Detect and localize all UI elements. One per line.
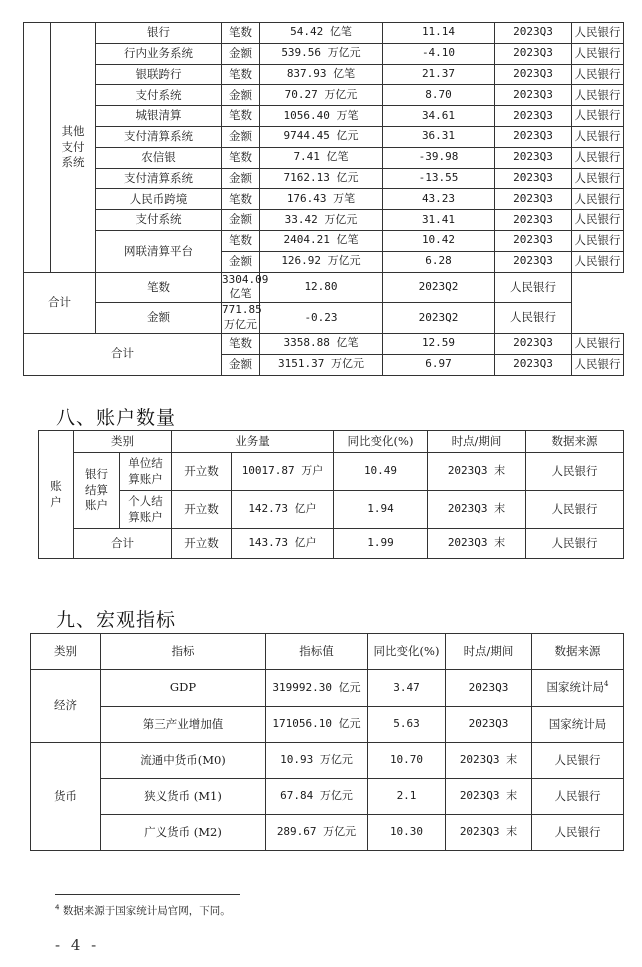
- metric-yoy: 43.23: [383, 189, 495, 210]
- indicator-yoy: 10.70: [368, 743, 446, 779]
- metric-source: 人民银行: [572, 189, 624, 210]
- section-8-heading: 八、账户数量: [56, 407, 177, 429]
- footnote: [55, 903, 231, 918]
- metric-type: 笔数: [222, 189, 260, 210]
- row-metric: 开立数: [172, 491, 232, 529]
- row-period: 2023Q3 末: [428, 453, 526, 491]
- indicator-name: 流通中货币(M0): [101, 743, 266, 779]
- indicator-value: 10.93 万亿元: [266, 743, 368, 779]
- total-source: 人民银行: [526, 529, 624, 559]
- indicator-source: 人民银行: [532, 779, 624, 815]
- outer-spacer: [24, 23, 51, 273]
- metric-period: 2023Q2: [383, 303, 495, 334]
- footnote-text: 数据来源于国家统计局官网，下同。: [62, 905, 231, 917]
- account-count-table: [38, 430, 624, 559]
- metric-value: 33.42 万亿元: [260, 210, 383, 231]
- indicator-period: 2023Q3 末: [446, 779, 532, 815]
- metric-type: 笔数: [222, 147, 260, 168]
- indicator-period: 2023Q3: [446, 707, 532, 743]
- total-label: 合计: [74, 529, 172, 559]
- metric-type: 金额: [222, 168, 260, 189]
- group-label: 其他 支付 系统: [51, 23, 96, 273]
- metric-value: 70.27 万亿元: [260, 85, 383, 106]
- metric-value: 3151.37 万亿元: [260, 354, 383, 375]
- table-row: [24, 23, 642, 44]
- table-row: [24, 230, 642, 251]
- metric-period: 2023Q3: [495, 106, 572, 127]
- metric-period: 2023Q3: [495, 354, 572, 375]
- indicator-name: 第三产业增加值: [101, 707, 266, 743]
- metric-source: 人民银行: [572, 251, 624, 272]
- indicator-yoy: 2.1: [368, 779, 446, 815]
- metric-yoy: 34.61: [383, 106, 495, 127]
- metric-type: 金额: [222, 210, 260, 231]
- metric-source: 人民银行: [572, 126, 624, 147]
- header-period: 时点/期间: [428, 431, 526, 453]
- subtotal-row: [24, 303, 642, 334]
- system-name-bottom: 行内业务系统: [96, 43, 222, 64]
- row-sub-label: 个人结 算账户: [120, 491, 172, 529]
- metric-yoy: 8.70: [383, 85, 495, 106]
- indicator-name: 广义货币 (M2): [101, 815, 266, 851]
- metric-value: 3358.88 亿笔: [260, 333, 383, 354]
- metric-value: 9744.45 亿元: [260, 126, 383, 147]
- header-volume: 业务量: [172, 431, 334, 453]
- metric-source: 人民银行: [572, 23, 624, 44]
- metric-period: 2023Q3: [495, 43, 572, 64]
- metric-yoy: 31.41: [383, 210, 495, 231]
- metric-type: 笔数: [222, 106, 260, 127]
- indicator-period: 2023Q3 末: [446, 815, 532, 851]
- metric-source: 人民银行: [572, 230, 624, 251]
- system-name-top: 人民币跨境: [96, 189, 222, 210]
- metric-yoy: 36.31: [383, 126, 495, 147]
- indicator-value: 319992.30 亿元: [266, 670, 368, 707]
- metric-value: 3304.09 亿笔: [222, 272, 260, 303]
- row-yoy: 1.94: [334, 491, 428, 529]
- indicator-source: [532, 670, 624, 707]
- metric-period: 2023Q3: [495, 168, 572, 189]
- indicator-value: 171056.10 亿元: [266, 707, 368, 743]
- metric-value: 7162.13 亿元: [260, 168, 383, 189]
- system-name-bottom: 支付系统: [96, 210, 222, 231]
- metric-period: 2023Q3: [495, 85, 572, 106]
- row-sub-label: 单位结 算账户: [120, 453, 172, 491]
- header-indicator: 指标: [101, 634, 266, 670]
- metric-value: 2404.21 亿笔: [260, 230, 383, 251]
- metric-value: 176.43 万笔: [260, 189, 383, 210]
- section-9-heading: 九、宏观指标: [56, 609, 177, 631]
- header-category: 类别: [31, 634, 101, 670]
- metric-source: 人民银行: [495, 303, 572, 334]
- total-metric: 开立数: [172, 529, 232, 559]
- footnote-divider: [55, 894, 240, 895]
- metric-yoy: 6.97: [383, 354, 495, 375]
- total-row: [24, 333, 642, 354]
- table-row: [24, 43, 642, 64]
- metric-period: 2023Q2: [383, 272, 495, 303]
- row-source: 人民银行: [526, 491, 624, 529]
- payment-systems-table: [23, 22, 642, 376]
- system-name-bottom: 支付清算系统: [96, 168, 222, 189]
- metric-period: 2023Q3: [495, 147, 572, 168]
- metric-period: 2023Q3: [495, 251, 572, 272]
- source-text: 国家统计局: [546, 680, 605, 695]
- metric-type: 笔数: [222, 23, 260, 44]
- metric-yoy: -13.55: [383, 168, 495, 189]
- indicator-source: 人民银行: [532, 743, 624, 779]
- metric-yoy: 6.28: [383, 251, 495, 272]
- indicator-yoy: 5.63: [368, 707, 446, 743]
- metric-type: 金额: [222, 126, 260, 147]
- macro-indicators-table: [30, 633, 624, 851]
- table-row: [24, 210, 642, 231]
- indicator-period: 2023Q3: [446, 670, 532, 707]
- metric-type: 金额: [96, 303, 222, 334]
- group-economy-label: 经济: [31, 670, 101, 743]
- metric-value: 1056.40 万笔: [260, 106, 383, 127]
- metric-value: 837.93 亿笔: [260, 64, 383, 85]
- metric-yoy: 12.59: [383, 333, 495, 354]
- header-category: 类别: [74, 431, 172, 453]
- table-row: [24, 106, 642, 127]
- metric-source: 人民银行: [572, 354, 624, 375]
- indicator-source: 国家统计局: [532, 707, 624, 743]
- metric-type: 笔数: [222, 64, 260, 85]
- header-value: 指标值: [266, 634, 368, 670]
- metric-yoy: 10.42: [383, 230, 495, 251]
- system-name-top: 城银清算: [96, 106, 222, 127]
- header-yoy: 同比变化(%): [334, 431, 428, 453]
- subtotal-row: [24, 272, 642, 303]
- metric-period: 2023Q3: [495, 189, 572, 210]
- metric-period: 2023Q3: [495, 230, 572, 251]
- table-row: [24, 64, 642, 85]
- metric-period: 2023Q3: [495, 23, 572, 44]
- metric-value: 539.56 万亿元: [260, 43, 383, 64]
- metric-period: 2023Q3: [495, 126, 572, 147]
- indicator-name: GDP: [101, 670, 266, 707]
- metric-yoy: -4.10: [383, 43, 495, 64]
- table-row: [24, 189, 642, 210]
- metric-period: 2023Q3: [495, 333, 572, 354]
- metric-source: 人民银行: [572, 64, 624, 85]
- metric-type: 金额: [222, 354, 260, 375]
- row-value: 10017.87 万户: [232, 453, 334, 491]
- row-yoy: 10.49: [334, 453, 428, 491]
- indicator-value: 67.84 万亿元: [266, 779, 368, 815]
- page-number: - 4 -: [55, 936, 100, 954]
- metric-value: 54.42 亿笔: [260, 23, 383, 44]
- indicator-period: 2023Q3 末: [446, 743, 532, 779]
- header-period: 时点/期间: [446, 634, 532, 670]
- header-yoy: 同比变化(%): [368, 634, 446, 670]
- metric-source: 人民银行: [572, 168, 624, 189]
- row-period: 2023Q3 末: [428, 491, 526, 529]
- system-name-top: 银行: [96, 23, 222, 44]
- metric-source: 人民银行: [572, 43, 624, 64]
- metric-value: 126.92 万亿元: [260, 251, 383, 272]
- metric-type: 金额: [222, 43, 260, 64]
- indicator-yoy: 3.47: [368, 670, 446, 707]
- row-metric: 开立数: [172, 453, 232, 491]
- metric-value: 771.85 万亿元: [222, 303, 260, 334]
- total-yoy: 1.99: [334, 529, 428, 559]
- metric-yoy: -39.98: [383, 147, 495, 168]
- metric-source: 人民银行: [572, 333, 624, 354]
- metric-type: 金额: [222, 251, 260, 272]
- indicator-value: 289.67 万亿元: [266, 815, 368, 851]
- metric-yoy: 12.80: [260, 272, 383, 303]
- metric-value: 7.41 亿笔: [260, 147, 383, 168]
- table-row: [24, 147, 642, 168]
- total-label: 合计: [24, 333, 222, 375]
- system-name-top: 银联跨行: [96, 64, 222, 85]
- system-name-top: 农信银: [96, 147, 222, 168]
- metric-source: 人民银行: [572, 106, 624, 127]
- metric-type: 金额: [222, 85, 260, 106]
- table-row: [24, 168, 642, 189]
- metric-source: 人民银行: [572, 147, 624, 168]
- table-row: [24, 126, 642, 147]
- metric-period: 2023Q3: [495, 210, 572, 231]
- system-name: 网联清算平台: [96, 230, 222, 272]
- metric-type: 笔数: [222, 230, 260, 251]
- indicator-yoy: 10.30: [368, 815, 446, 851]
- system-name-bottom: 支付清算系统: [96, 126, 222, 147]
- metric-yoy: 21.37: [383, 64, 495, 85]
- metric-source: 人民银行: [495, 272, 572, 303]
- metric-source: 人民银行: [572, 85, 624, 106]
- group-money-label: 货币: [31, 743, 101, 851]
- metric-period: 2023Q3: [495, 64, 572, 85]
- account-label: 账 户: [39, 431, 74, 559]
- metric-yoy: -0.23: [260, 303, 383, 334]
- bank-settlement-label: 银行 结算 账户: [74, 453, 120, 529]
- table-row: [24, 85, 642, 106]
- metric-type: 笔数: [96, 272, 222, 303]
- row-source: 人民银行: [526, 453, 624, 491]
- subtotal-label: 合计: [24, 272, 96, 333]
- indicator-name: 狭义货币 (M1): [101, 779, 266, 815]
- indicator-source: 人民银行: [532, 815, 624, 851]
- metric-yoy: 11.14: [383, 23, 495, 44]
- row-value: 142.73 亿户: [232, 491, 334, 529]
- total-period: 2023Q3 末: [428, 529, 526, 559]
- total-value: 143.73 亿户: [232, 529, 334, 559]
- metric-type: 笔数: [222, 333, 260, 354]
- metric-source: 人民银行: [572, 210, 624, 231]
- footnote-mark: 4: [55, 903, 60, 912]
- header-source: 数据来源: [532, 634, 624, 670]
- footnote-ref: 4: [604, 680, 609, 689]
- system-name-bottom: 支付系统: [96, 85, 222, 106]
- header-source: 数据来源: [526, 431, 624, 453]
